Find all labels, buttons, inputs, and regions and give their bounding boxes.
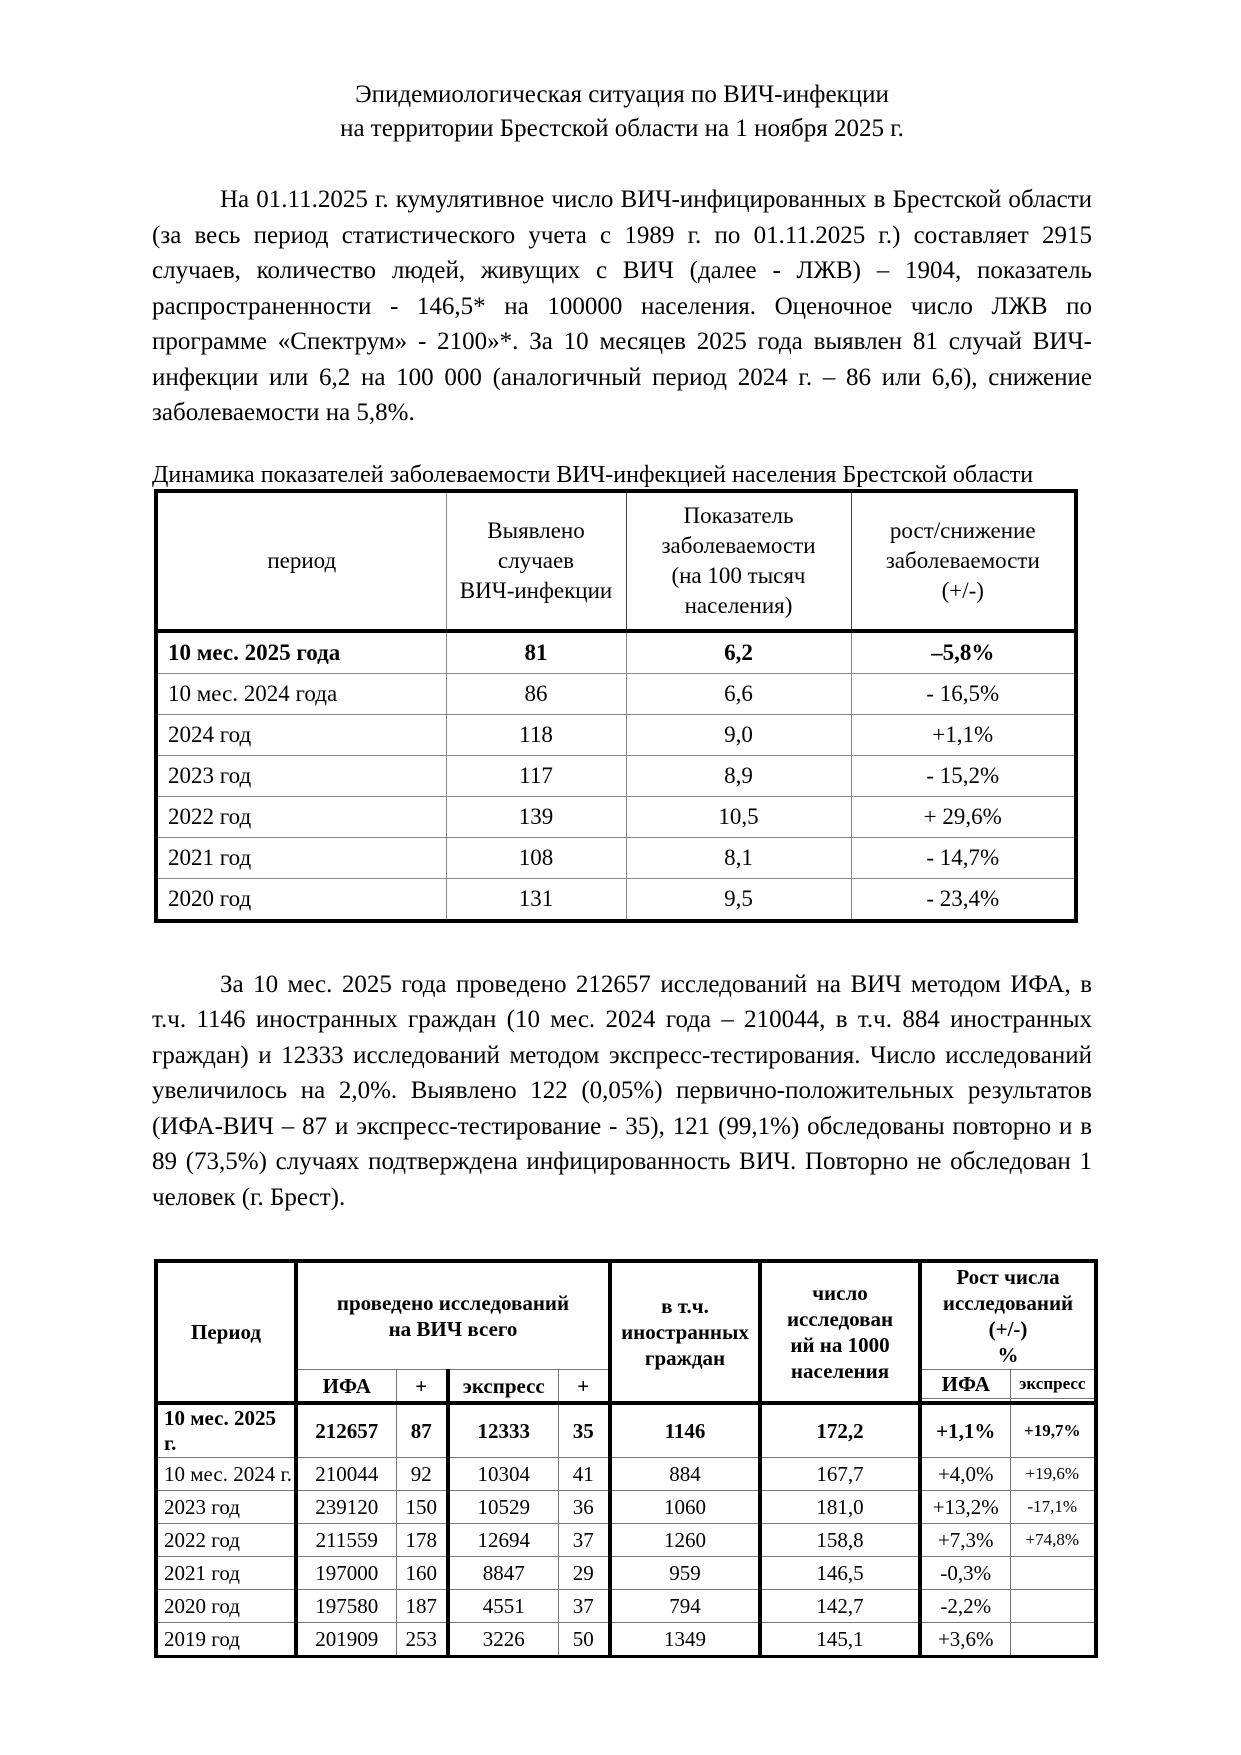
cell-express: 10529 (448, 1491, 558, 1524)
cell-cases: 118 (446, 714, 626, 755)
header-foreign-l3: граждан (644, 1346, 726, 1370)
title-line-1: Эпидемиологическая ситуация по ВИЧ-инфекции (355, 81, 889, 108)
cell-express: 3226 (448, 1623, 558, 1657)
cell-period: 2020 год (156, 1590, 296, 1623)
cell-ifa: 212657 (296, 1403, 396, 1458)
cell-growth-express: +74,8% (1010, 1524, 1096, 1557)
header-per1000-l1: число (812, 1281, 868, 1305)
header-growth-express: экспресс (1010, 1370, 1096, 1399)
table-row (156, 1557, 1096, 1590)
cell-express: 4551 (448, 1590, 558, 1623)
cell-growth-ifa: +4,0% (920, 1458, 1010, 1491)
cell-incidence: 6,2 (626, 631, 851, 674)
cell-express: 8847 (448, 1557, 558, 1590)
cell-express: 12333 (448, 1403, 558, 1458)
cell-foreign: 1146 (610, 1403, 760, 1458)
page-title (152, 78, 1092, 146)
cell-foreign: 884 (610, 1458, 760, 1491)
cell-period: 2023 год (156, 1491, 296, 1524)
cell-period: 10 мес. 2025 года (156, 631, 446, 674)
cell-plus-ifa: 253 (396, 1623, 448, 1657)
cell-per-1000: 167,7 (760, 1458, 920, 1491)
incidence-table (154, 489, 1078, 923)
cell-growth-ifa: +3,6% (920, 1623, 1010, 1657)
cell-ifa: 201909 (296, 1623, 396, 1657)
header-growth-l2: заболеваемости (885, 547, 1040, 573)
cell-period: 10 мес. 2025 г. (156, 1403, 296, 1458)
incidence-table-body (156, 631, 1076, 921)
cell-foreign: 1260 (610, 1524, 760, 1557)
cell-growth-express: -17,1% (1010, 1491, 1096, 1524)
table-row (156, 1458, 1096, 1491)
cell-cases: 81 (446, 631, 626, 674)
cell-period: 2021 год (156, 837, 446, 878)
cell-plus-express: 50 (558, 1623, 610, 1657)
header-period2: Период (156, 1261, 296, 1403)
cell-plus-express: 29 (558, 1557, 610, 1590)
cell-cases: 131 (446, 878, 626, 921)
header-cases-l1: Выявлено (487, 517, 585, 543)
cell-growth: –5,8% (851, 631, 1076, 674)
table-row (156, 878, 1076, 921)
header-growth-l3: (+/-) (941, 577, 984, 603)
header-plus-ifa: + (396, 1370, 448, 1404)
spacer-before-caption (152, 431, 1092, 461)
cell-growth-ifa: +1,1% (920, 1403, 1010, 1458)
cell-per-1000: 181,0 (760, 1491, 920, 1524)
cell-period: 10 мес. 2024 года (156, 673, 446, 714)
header-cases-l2: случаев (497, 547, 575, 573)
cell-growth-ifa: +7,3% (920, 1524, 1010, 1557)
header-plus-express: + (558, 1370, 610, 1404)
cell-ifa: 197000 (296, 1557, 396, 1590)
cell-growth: - 16,5% (851, 673, 1076, 714)
header-foreign-l2: иностранных (621, 1320, 749, 1344)
cell-plus-ifa: 150 (396, 1491, 448, 1524)
header-incidence-l3: (на 100 тысяч (671, 562, 806, 588)
header-growth-ifa: ИФА (920, 1370, 1010, 1399)
cell-growth-express: +19,7% (1010, 1403, 1096, 1458)
cell-ifa: 239120 (296, 1491, 396, 1524)
header-period: период (156, 491, 446, 631)
cell-cases: 108 (446, 837, 626, 878)
cell-plus-ifa: 178 (396, 1524, 448, 1557)
cell-growth: - 14,7% (851, 837, 1076, 878)
cell-per-1000: 158,8 (760, 1524, 920, 1557)
table-header-row-1 (156, 1261, 1096, 1370)
table-row (156, 1524, 1096, 1557)
cell-growth: - 15,2% (851, 755, 1076, 796)
cell-plus-ifa: 92 (396, 1458, 448, 1491)
header-tests-total-l2: на ВИЧ всего (388, 1317, 518, 1341)
cell-foreign: 1349 (610, 1623, 760, 1657)
cell-express: 12694 (448, 1524, 558, 1557)
header-incidence-l4: населения) (684, 592, 793, 618)
cell-foreign: 959 (610, 1557, 760, 1590)
incidence-table-head (156, 491, 1076, 631)
cell-period: 2022 год (156, 796, 446, 837)
cell-growth: - 23,4% (851, 878, 1076, 921)
table-row (156, 755, 1076, 796)
header-growth-l1: Рост числа (956, 1265, 1060, 1289)
cell-foreign: 794 (610, 1590, 760, 1623)
header-express: экспресс (448, 1370, 558, 1404)
cell-growth-express (1010, 1557, 1096, 1590)
table-row (156, 796, 1076, 837)
cell-incidence: 6,6 (626, 673, 851, 714)
cell-period: 2021 год (156, 1557, 296, 1590)
cell-cases: 139 (446, 796, 626, 837)
table-row (156, 714, 1076, 755)
header-foreign (610, 1261, 760, 1403)
header-per1000-l2: исследован (786, 1307, 894, 1331)
cell-plus-express: 37 (558, 1524, 610, 1557)
cell-plus-express: 37 (558, 1590, 610, 1623)
cell-cases: 117 (446, 755, 626, 796)
header-per1000-l4: населения (790, 1359, 890, 1383)
header-incidence (626, 491, 851, 631)
header-growth-l4: % (997, 1343, 1019, 1367)
header-cases (446, 491, 626, 631)
cell-period: 2019 год (156, 1623, 296, 1657)
testing-table (154, 1259, 1098, 1658)
header-growth-tests (920, 1261, 1096, 1370)
header-per1000-l3: ий на 1000 (790, 1333, 890, 1357)
cell-period: 10 мес. 2024 г. (156, 1458, 296, 1491)
cell-growth-ifa: -0,3% (920, 1557, 1010, 1590)
spacer-after-title (152, 146, 1092, 182)
table1-caption: Динамика показателей заболеваемости ВИЧ-инфекцией населения Брестской области (152, 461, 1034, 488)
cell-plus-ifa: 187 (396, 1590, 448, 1623)
cell-express: 10304 (448, 1458, 558, 1491)
cell-growth-express: +19,6% (1010, 1458, 1096, 1491)
cell-period: 2024 год (156, 714, 446, 755)
cell-per-1000: 146,5 (760, 1557, 920, 1590)
header-incidence-l1: Показатель (683, 502, 794, 528)
cell-foreign: 1060 (610, 1491, 760, 1524)
header-ifa: ИФА (296, 1370, 396, 1404)
table-row (156, 631, 1076, 674)
table-row (156, 837, 1076, 878)
cell-ifa: 210044 (296, 1458, 396, 1491)
header-growth-l1: рост/снижение (889, 517, 1036, 543)
spacer-after-table1 (152, 923, 1092, 967)
cell-period: 2022 год (156, 1524, 296, 1557)
cell-per-1000: 142,7 (760, 1590, 920, 1623)
testing-table-body (156, 1403, 1096, 1657)
table-row (156, 1403, 1096, 1458)
cell-per-1000: 172,2 (760, 1403, 920, 1458)
header-tests-total (296, 1261, 610, 1370)
cell-incidence: 8,9 (626, 755, 851, 796)
cell-ifa: 197580 (296, 1590, 396, 1623)
table-row (156, 1590, 1096, 1623)
header-tests-total-l1: проведено исследований (336, 1291, 570, 1315)
cell-plus-express: 35 (558, 1403, 610, 1458)
cell-incidence: 8,1 (626, 837, 851, 878)
header-growth-l2: исследований (942, 1291, 1074, 1315)
cell-growth-express (1010, 1623, 1096, 1657)
testing-table-head (156, 1261, 1096, 1403)
cell-per-1000: 145,1 (760, 1623, 920, 1657)
cell-period: 2023 год (156, 755, 446, 796)
paragraph-summary: На 01.11.2025 г. кумулятивное число ВИЧ-инфицированных в Брестской области (за весь период статистического учета с 1989 г. по 01.11.2025 г.) составляет 2915 случаев, количество людей, живущих с ВИЧ (далее - ЛЖВ) – 1904, показатель распространенности - 146,5* на 100000 населения. Оценочное число ЛЖВ по программе «Спектрум» - 2100»*. За 10 месяцев 2025 года выявлен 81 случай ВИЧ-инфекции или 6,2 на 100 000 (аналогичный период 2024 г. – 86 или 6,6), снижение заболеваемости на 5,8%. (152, 186, 1092, 426)
cell-plus-ifa: 87 (396, 1403, 448, 1458)
cell-plus-ifa: 160 (396, 1557, 448, 1590)
table-row (156, 1491, 1096, 1524)
spacer-before-table2 (152, 1215, 1092, 1259)
cell-growth-ifa: +13,2% (920, 1491, 1010, 1524)
header-incidence-l2: заболеваемости (661, 532, 816, 558)
cell-growth-ifa: -2,2% (920, 1590, 1010, 1623)
cell-incidence: 10,5 (626, 796, 851, 837)
header-per-1000 (760, 1261, 920, 1403)
cell-plus-express: 36 (558, 1491, 610, 1524)
header-cases-l3: ВИЧ-инфекции (459, 577, 613, 603)
cell-growth-express (1010, 1590, 1096, 1623)
cell-incidence: 9,0 (626, 714, 851, 755)
document-body (152, 78, 1092, 1658)
cell-period: 2020 год (156, 878, 446, 921)
cell-ifa: 211559 (296, 1524, 396, 1557)
table-row (156, 673, 1076, 714)
header-growth (851, 491, 1076, 631)
cell-incidence: 9,5 (626, 878, 851, 921)
title-line-2: на территории Брестской области на 1 ноября 2025 г. (340, 115, 904, 142)
table-header-row (156, 491, 1076, 631)
cell-plus-express: 41 (558, 1458, 610, 1491)
cell-cases: 86 (446, 673, 626, 714)
paragraph-testing: За 10 мес. 2025 года проведено 212657 исследований на ВИЧ методом ИФА, в т.ч. 1146 иностранных граждан (10 мес. 2024 года – 210044, в т.ч. 884 иностранных граждан) и 12333 исследований методом экспресс-тестирования. Число исследований увеличилось на 2,0%. Выявлено 122 (0,05%) первично-положительных результатов (ИФА-ВИЧ – 87 и экспресс-тестирование - 35), 121 (99,1%) обследованы повторно и в 89 (73,5%) случаях подтверждена инфицированность ВИЧ. Повторно не обследован 1 человек (г. Брест). (152, 970, 1092, 1211)
cell-growth: +1,1% (851, 714, 1076, 755)
header-growth-l3: (+/-) (988, 1317, 1028, 1341)
table-row (156, 1623, 1096, 1657)
header-foreign-l1: в т.ч. (661, 1294, 709, 1318)
cell-growth: + 29,6% (851, 796, 1076, 837)
